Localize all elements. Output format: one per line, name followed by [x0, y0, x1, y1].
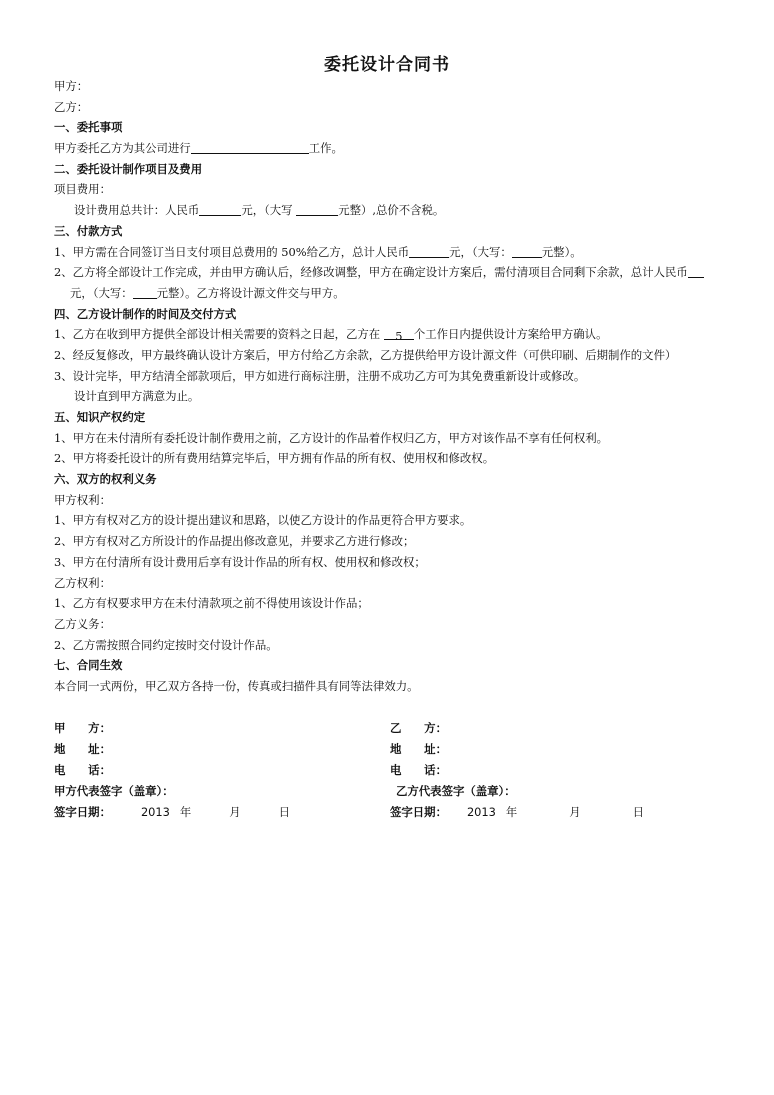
s1-text-a: 甲方委托乙方为其公司进行: [54, 141, 191, 156]
year-unit-a: 年: [179, 805, 192, 819]
day-unit-b: 日: [632, 805, 645, 819]
party-a-right-2: 2、甲方有权对乙方所设计的作品提出修改意见，并要求乙方进行修改；: [54, 534, 415, 549]
section-5-para-2: 2、甲方将委托设计的所有费用结算完毕后，甲方拥有作品的所有权、使用权和修改权。: [54, 451, 495, 466]
s2-text-b: 元，（大写: [241, 203, 297, 218]
party-b-duty-1: 2、乙方需按照合同约定按时交付设计作品。: [54, 637, 278, 652]
date-label-b: 签字日期：: [390, 805, 447, 819]
party-a-sign-label: 甲 方：: [54, 721, 111, 735]
section-4-para-3: 3、设计完毕，甲方结清全部款项后，甲方如进行商标注册，注册不成功乙方可为其免费重新设计或修改。: [54, 368, 586, 383]
document-title: 委托设计合同书: [324, 55, 450, 75]
signature-date-row: [54, 802, 734, 823]
s3-text-e: 元，（大写：: [70, 285, 133, 300]
section-3-para-2: [54, 262, 734, 283]
party-b-address-label: 地 址：: [390, 742, 447, 756]
party-b-duties-label: 乙方义务：: [54, 616, 111, 631]
section-4-para-1: [54, 324, 734, 345]
s3-text-d: 2、乙方将全部设计工作完成，并由甲方确认后，经修改调整，甲方在确定设计方案后，需付清项目合同剩下余款，总计人民币: [54, 265, 688, 280]
s2-text-a: 设计费用总共计：人民币: [74, 203, 200, 218]
section-3-para-2-cont: [54, 283, 734, 304]
work-blank: [191, 140, 309, 154]
party-b-sign-label: 乙 方：: [390, 721, 447, 735]
s3-text-b: 元，（大写：: [449, 244, 512, 259]
balance-blank: [688, 264, 704, 278]
signature-address-row: [54, 739, 734, 760]
section-7-para: 本合同一式两份，甲乙双方各持一份，传真或扫描件具有同等法律效力。: [54, 678, 419, 693]
s3-text-a: 1、甲方需在合同签订当日支付项目总费用的 50%给乙方，总计人民币: [54, 244, 410, 259]
section-7-heading: 七、合同生效: [54, 658, 123, 673]
party-a-phone-label: 电 话：: [54, 763, 111, 777]
signature-block: [54, 718, 734, 823]
section-1-para: [54, 138, 734, 159]
party-b-phone-label: 电 话：: [390, 763, 447, 777]
day-unit-a: 日: [278, 805, 291, 819]
section-1-heading: 一、委托事项: [54, 120, 123, 135]
section-5-heading: 五、知识产权约定: [54, 410, 146, 424]
s3-text-f: 元整）。乙方将设计源文件交与甲方。: [156, 285, 345, 300]
deposit-words-blank: [512, 244, 542, 258]
month-unit-a: 月: [229, 805, 241, 819]
party-b-date: [390, 802, 644, 823]
s4-text-b: 个工作日内提供设计方案给甲方确认。: [413, 327, 608, 342]
section-4-para-4: 设计直到甲方满意为止。: [74, 389, 200, 404]
section-3-para-1: [54, 242, 734, 263]
section-4-para-2: 2、经反复修改，甲方最终确认设计方案后，甲方付给乙方余款，乙方提供给甲方设计源文件（可供印刷、后期制作的文件）: [54, 347, 677, 362]
s1-text-b: 工作。: [308, 141, 343, 156]
days-value: 5: [384, 326, 414, 340]
section-2-heading: 二、委托设计制作项目及费用: [54, 161, 203, 176]
year-b: 2013: [466, 805, 496, 819]
party-a-date: [54, 802, 290, 823]
section-2-para-1: 项目费用：: [54, 182, 111, 197]
party-a-address-label: 地 址：: [54, 742, 111, 756]
date-label-a: 签字日期：: [54, 805, 111, 819]
contract-body: [54, 76, 734, 697]
party-a-rep-label: 甲方代表签字（盖章）：: [54, 784, 174, 798]
year-unit-b: 年: [505, 805, 518, 819]
fee-words-blank: [296, 202, 338, 216]
year-a: 2013: [140, 805, 170, 819]
party-a-right-1: 1、甲方有权对乙方的设计提出建议和思路，以使乙方设计的作品更符合甲方要求。: [54, 513, 472, 528]
section-4-heading: 四、乙方设计制作的时间及交付方式: [54, 306, 237, 321]
section-5-para-1: 1、甲方在未付清所有委托设计制作费用之前，乙方设计的作品着作权归乙方，甲方对该作品不享有任何权利。: [54, 430, 608, 445]
signature-rep-row: [54, 781, 734, 802]
party-a-line: 甲方：: [54, 79, 89, 93]
s3-text-c: 元整）。: [541, 244, 582, 259]
party-b-line: 乙方：: [54, 99, 89, 114]
section-2-para-2: [54, 200, 734, 221]
party-b-rep-label: 乙方代表签字（盖章）：: [396, 784, 516, 798]
signature-party-row: [54, 718, 734, 739]
party-b-rights-label: 乙方权利：: [54, 575, 111, 590]
deposit-blank: [409, 244, 449, 258]
section-6-heading: 六、双方的权利义务: [54, 472, 157, 487]
section-3-heading: 三、付款方式: [54, 223, 123, 238]
party-b-right-1: 1、乙方有权要求甲方在未付清款项之前不得使用该设计作品；: [54, 596, 369, 611]
s2-text-c: 元整）,总价不含税。: [338, 203, 445, 218]
s4-text-a: 1、乙方在收到甲方提供全部设计相关需要的资料之日起，乙方在: [54, 327, 384, 342]
balance-words-blank: [133, 285, 157, 299]
month-unit-b: 月: [569, 805, 581, 819]
party-a-rights-label: 甲方权利：: [54, 492, 111, 507]
party-a-right-3: 3、甲方在付清所有设计费用后享有设计作品的所有权、使用权和修改权；: [54, 554, 426, 569]
signature-phone-row: [54, 760, 734, 781]
fee-blank: [199, 202, 241, 216]
